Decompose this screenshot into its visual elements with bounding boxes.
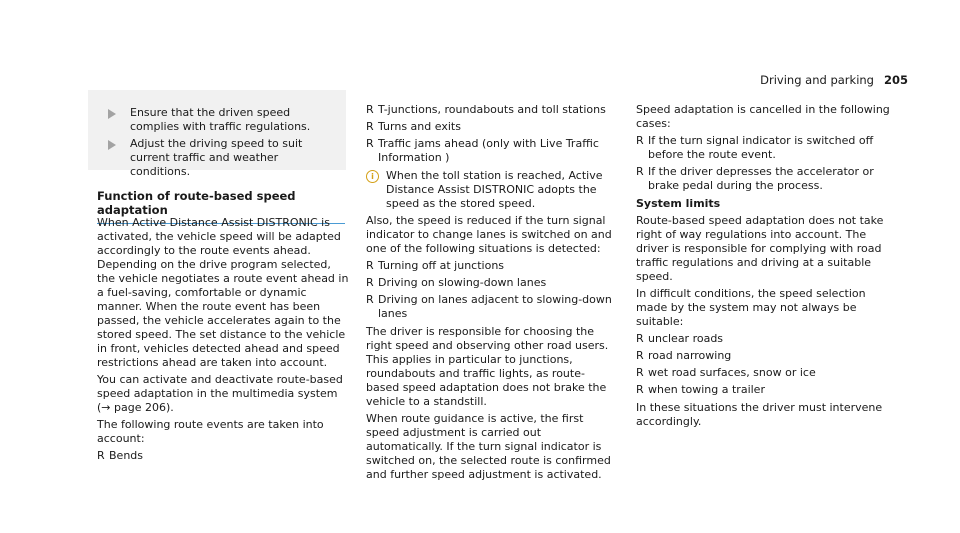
list-item: R when towing a trailer <box>636 383 765 396</box>
list-item: R Driving on lanes adjacent to slowing-down lanes <box>366 293 612 320</box>
page-header <box>760 73 908 87</box>
bullet-icon: R <box>636 349 644 362</box>
step-text: Adjust the driving speed to suit current traffic and weather conditions. <box>130 137 303 178</box>
step-text: Ensure that the driven speed complies with traffic regulations. <box>130 106 311 133</box>
play-arrow-icon <box>108 109 116 119</box>
bullet-icon: R <box>366 259 374 272</box>
bullet-icon: R <box>636 366 644 379</box>
list-item: R Turns and exits <box>366 120 461 133</box>
paragraph: When route guidance is active, the first speed adjustment is carried out automatically. If the turn signal indicator is switched on, the selected route is confirmed and further speed adjustment is activated. <box>366 412 611 481</box>
list-item: R wet road surfaces, snow or ice <box>636 366 816 379</box>
info-icon: i <box>366 170 379 183</box>
paragraph: Route-based speed adaptation does not take right of way regulations into account. The driver is responsible for complying with road traffic regulations and driving at a suitable speed. <box>636 214 884 283</box>
bullet-icon: R <box>366 293 374 306</box>
subheading: System limits <box>636 197 721 210</box>
events-list-continued <box>366 103 618 165</box>
bullet-icon: R <box>636 165 644 178</box>
list-item: R Turning off at junctions <box>366 259 505 272</box>
section-heading: Function of route-based speed adaptation <box>97 189 345 224</box>
list-item: R unclear roads <box>636 332 724 345</box>
column-2 <box>366 103 618 485</box>
instruction-box <box>88 90 346 178</box>
section-title: Driving and parking <box>760 73 874 87</box>
list-item: R Traffic jams ahead (only with Live Traffic Information ) <box>366 137 599 164</box>
paragraph: Also, the speed is reduced if the turn signal indicator to change lanes is switched on and one of the following situations is detected: <box>366 214 612 255</box>
paragraph: In difficult conditions, the speed selection made by the system may not always be suitable: <box>636 287 866 328</box>
instruction-step <box>108 137 328 179</box>
bullet-icon: R <box>366 276 374 289</box>
info-note <box>366 169 618 211</box>
column-3 <box>636 103 898 432</box>
paragraph: When Active Distance Assist DISTRONIC is activated, the vehicle speed will be adapted accordingly to the route events ahead. Depending on the drive program selected, the vehicle negotiates a route event ahead in a fuel-saving, comfortable or dynamic manner. When the route event has been passed, the vehicle accelerates again to the stored speed. The set distance to the vehicle in front, vehicles detected ahead and speed restrictions ahead are taken into account. <box>97 216 349 369</box>
bullet-icon: R <box>636 383 644 396</box>
bullet-icon: R <box>97 449 105 462</box>
bullet-icon: R <box>366 103 374 116</box>
bullet-icon: R <box>366 137 374 150</box>
list-item: R If the turn signal indicator is switched off before the route event. <box>636 134 874 161</box>
paragraph: In these situations the driver must intervene accordingly. <box>636 401 883 428</box>
list-item: R Bends <box>97 449 143 462</box>
page-number: 205 <box>883 73 908 87</box>
note-text: When the toll station is reached, Active Distance Assist DISTRONIC adopts the speed as the stored speed. <box>386 169 603 210</box>
bullet-icon: R <box>366 120 374 133</box>
list-item: R If the driver depresses the accelerator or brake pedal during the process. <box>636 165 874 192</box>
cancel-cases-list <box>636 134 898 193</box>
paragraph: Speed adaptation is cancelled in the following cases: <box>636 103 890 130</box>
bullet-icon: R <box>636 332 644 345</box>
instruction-step <box>108 106 328 134</box>
paragraph: The following route events are taken into account: <box>97 418 324 445</box>
paragraph: The driver is responsible for choosing the right speed and observing other road users. This applies in particular to junctions, roundabouts and traffic lights, as route-based speed adaptation does not brake the vehicle to a standstill. <box>366 325 609 408</box>
list-item: R T-junctions, roundabouts and toll stations <box>366 103 606 116</box>
conditions-list <box>636 332 898 397</box>
play-arrow-icon <box>108 140 116 150</box>
list-item: R road narrowing <box>636 349 732 362</box>
situations-list <box>366 259 618 321</box>
paragraph: You can activate and deactivate route-based speed adaptation in the multimedia system (→ page 206). <box>97 373 343 414</box>
bullet-icon: R <box>636 134 644 147</box>
column-1 <box>97 216 349 467</box>
list-item: R Driving on slowing-down lanes <box>366 276 547 289</box>
events-list <box>97 449 349 463</box>
